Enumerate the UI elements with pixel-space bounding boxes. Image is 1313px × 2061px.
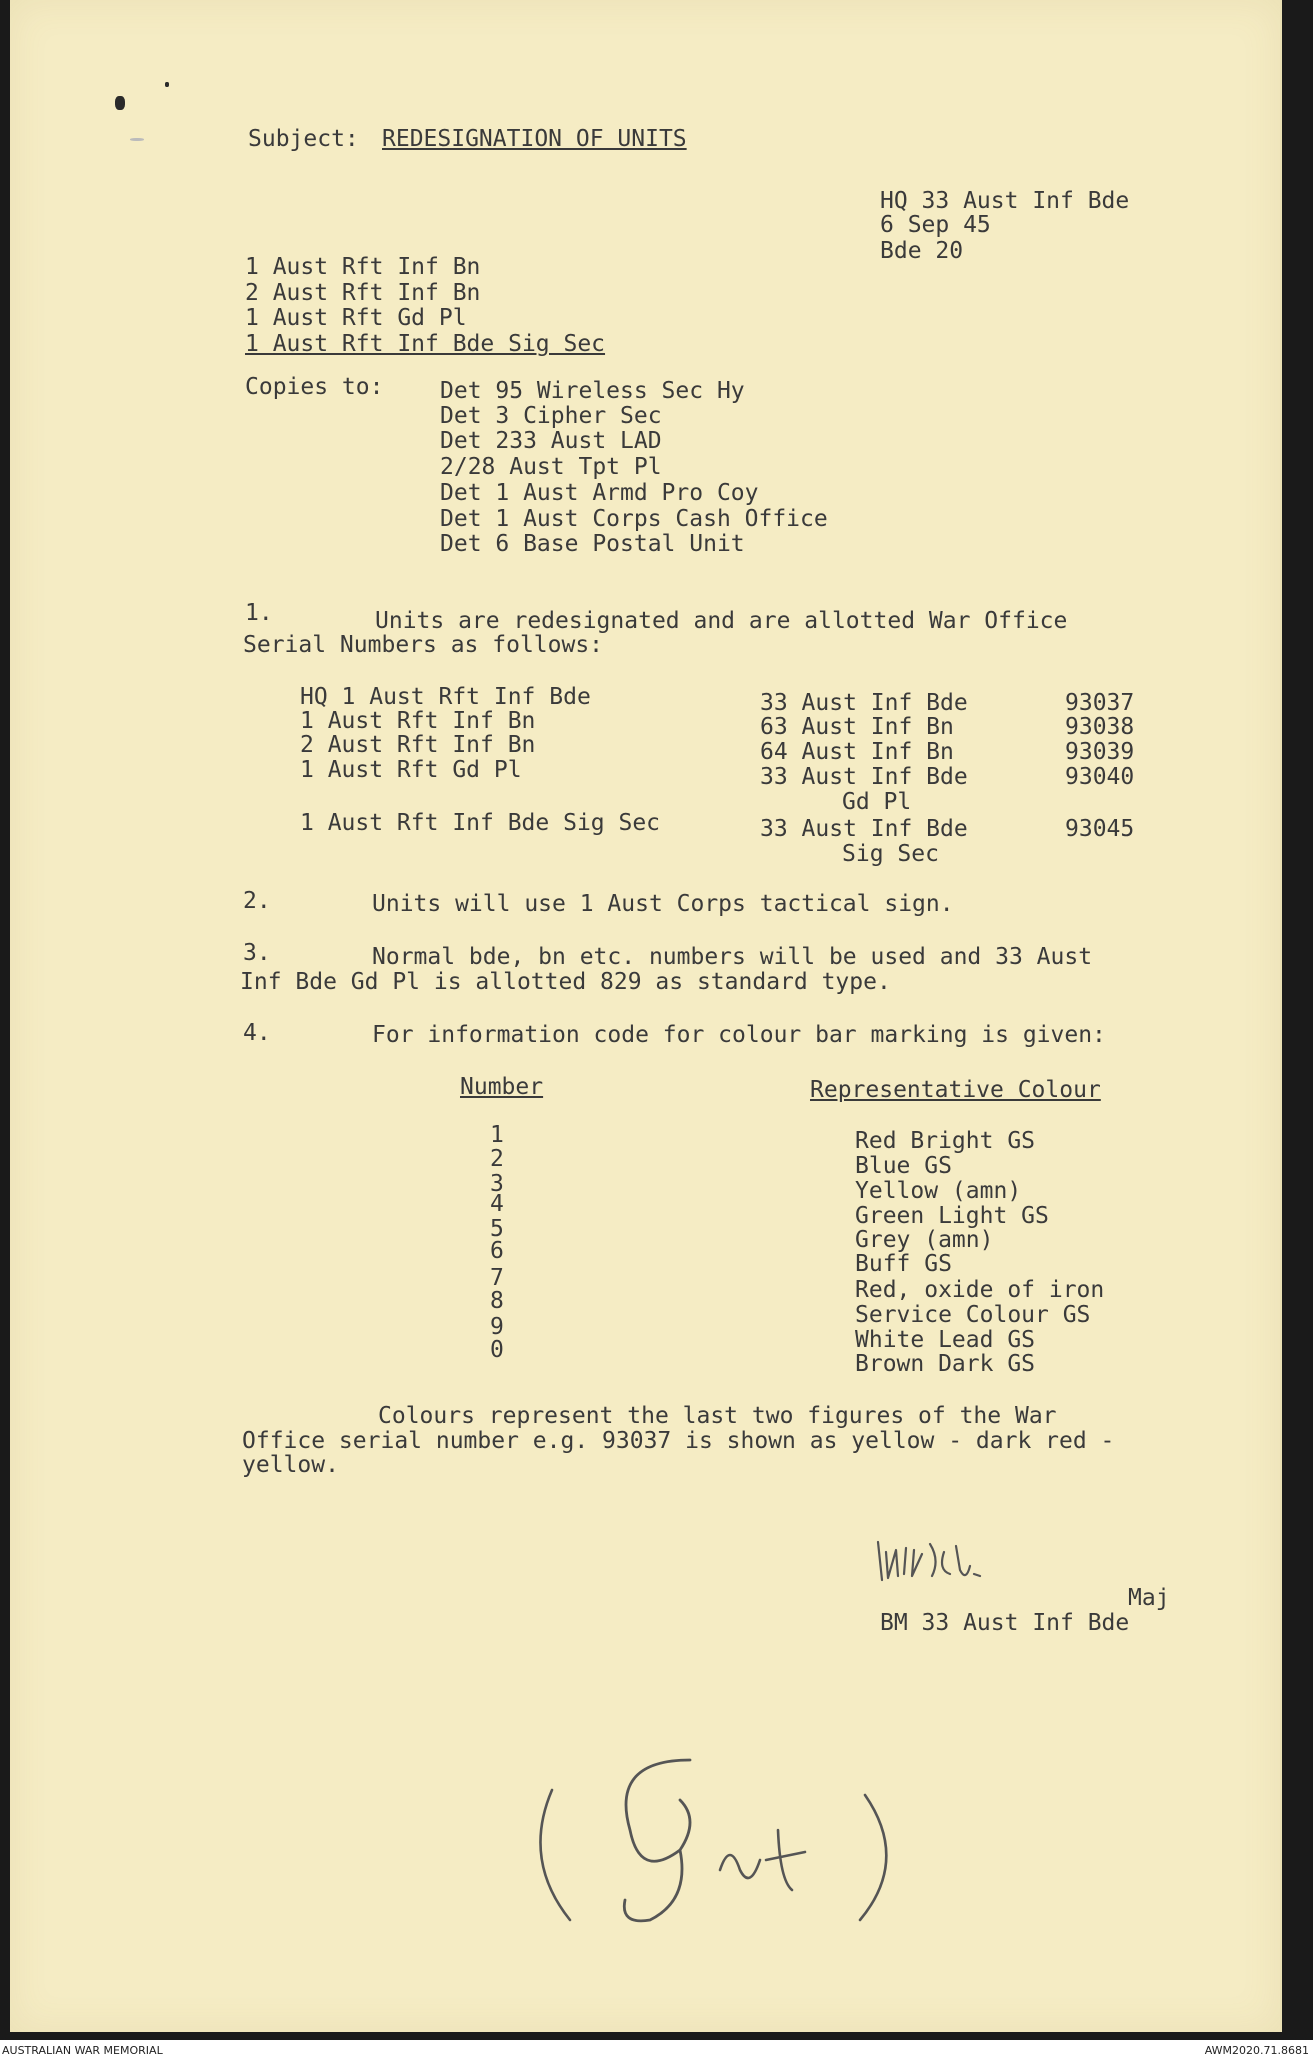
para4-number: 4.	[243, 1020, 271, 1046]
para1-line2: Serial Numbers as follows:	[243, 632, 604, 658]
unit-old-name: HQ 1 Aust Rft Inf Bde	[300, 684, 591, 710]
closing-line3: yellow.	[242, 1452, 339, 1478]
unit-new-name: 64 Aust Inf Bn	[760, 739, 954, 765]
colour-number: 4	[490, 1191, 504, 1217]
colour-name: Red Bright GS	[855, 1128, 1036, 1154]
unit-new-name: 33 Aust Inf Bde	[760, 816, 968, 842]
unit-serial: 93039	[1065, 739, 1135, 765]
unit-old-name: 2 Aust Rft Inf Bn	[300, 732, 536, 758]
addressee: 1 Aust Rft Gd Pl	[245, 305, 467, 331]
closing-line1: Colours represent the last two figures of the War	[378, 1403, 1057, 1429]
colour-name: Service Colour GS	[855, 1302, 1091, 1328]
colour-name: White Lead GS	[855, 1327, 1036, 1353]
colour-name: Brown Dark GS	[855, 1351, 1036, 1377]
unit-old-name: 1 Aust Rft Inf Bde Sig Sec	[300, 810, 661, 836]
colour-number: 1	[490, 1122, 504, 1148]
addressee: 1 Aust Rft Inf Bn	[245, 254, 481, 280]
copies-item: 2/28 Aust Tpt Pl	[440, 454, 662, 480]
signature-rank: Maj	[1128, 1585, 1170, 1611]
punch-hole-mark	[165, 82, 169, 87]
colour-number: 9	[490, 1314, 504, 1340]
para2-number: 2.	[243, 888, 271, 914]
copies-item: Det 1 Aust Corps Cash Office	[440, 506, 828, 532]
copies-item: Det 1 Aust Armd Pro Coy	[440, 480, 759, 506]
colour-number: 3	[490, 1171, 504, 1197]
para1-number: 1.	[245, 600, 273, 626]
signature-scribble	[870, 1530, 1090, 1610]
archive-reference: AWM2020.71.8681	[1204, 2044, 1309, 2057]
header-ref: Bde 20	[880, 238, 964, 264]
colour-number: 0	[490, 1337, 504, 1363]
signature-appointment: BM 33 Aust Inf Bde	[880, 1610, 1130, 1636]
colour-number: 8	[490, 1288, 504, 1314]
unit-serial: 93045	[1065, 816, 1135, 842]
unit-new-name: 33 Aust Inf Bde	[760, 690, 968, 716]
unit-serial: 93037	[1065, 690, 1135, 716]
para1-line1: Units are redesignated and are allotted War Office	[375, 608, 1068, 634]
pencil-annotation	[530, 1720, 930, 1940]
copies-item: Det 3 Cipher Sec	[440, 403, 662, 429]
unit-new-name-line2: Gd Pl	[842, 789, 912, 815]
unit-old-name: 1 Aust Rft Inf Bn	[300, 708, 536, 734]
unit-serial: 93038	[1065, 714, 1135, 740]
para3-line2: Inf Bde Gd Pl is allotted 829 as standard type.	[240, 969, 891, 995]
unit-new-name: 33 Aust Inf Bde	[760, 764, 968, 790]
colour-table-header-colour: Representative Colour	[810, 1077, 1101, 1103]
archive-name: AUSTRALIAN WAR MEMORIAL	[2, 2044, 163, 2057]
colour-name: Grey (amn)	[855, 1227, 994, 1253]
colour-number: 6	[490, 1238, 504, 1264]
para3-line1: Normal bde, bn etc. numbers will be used and 33 Aust	[372, 944, 1093, 970]
colour-number: 7	[490, 1265, 504, 1291]
para2-text: Units will use 1 Aust Corps tactical sign.	[372, 891, 954, 917]
header-unit: HQ 33 Aust Inf Bde	[880, 188, 1130, 214]
para3-number: 3.	[243, 940, 271, 966]
subject-title: REDESIGNATION OF UNITS	[382, 126, 687, 152]
colour-name: Buff GS	[855, 1251, 952, 1277]
para4-text: For information code for colour bar marking is given:	[372, 1022, 1106, 1048]
colour-table-header-number: Number	[460, 1074, 544, 1100]
colour-name: Red, oxide of iron	[855, 1277, 1105, 1303]
punch-hole-mark	[130, 138, 144, 141]
addressee: 2 Aust Rft Inf Bn	[245, 280, 481, 306]
archive-footer	[0, 2040, 1313, 2061]
closing-line2: Office serial number e.g. 93037 is shown as yellow - dark red -	[242, 1428, 1115, 1454]
colour-name: Green Light GS	[855, 1203, 1049, 1229]
document-page	[10, 0, 1282, 2032]
header-date: 6 Sep 45	[880, 212, 991, 238]
subject-label: Subject:	[248, 126, 359, 152]
copies-label: Copies to:	[245, 374, 384, 400]
punch-hole-mark	[115, 96, 125, 110]
colour-number: 2	[490, 1146, 504, 1172]
unit-new-name-line2: Sig Sec	[842, 841, 939, 867]
copies-item: Det 95 Wireless Sec Hy	[440, 378, 745, 404]
unit-new-name: 63 Aust Inf Bn	[760, 714, 954, 740]
unit-serial: 93040	[1065, 764, 1135, 790]
addressee: 1 Aust Rft Inf Bde Sig Sec	[245, 331, 606, 357]
copies-item: Det 6 Base Postal Unit	[440, 531, 745, 557]
unit-old-name: 1 Aust Rft Gd Pl	[300, 757, 522, 783]
colour-name: Yellow (amn)	[855, 1178, 1022, 1204]
copies-item: Det 233 Aust LAD	[440, 428, 662, 454]
colour-name: Blue GS	[855, 1153, 952, 1179]
colour-number: 5	[490, 1216, 504, 1242]
